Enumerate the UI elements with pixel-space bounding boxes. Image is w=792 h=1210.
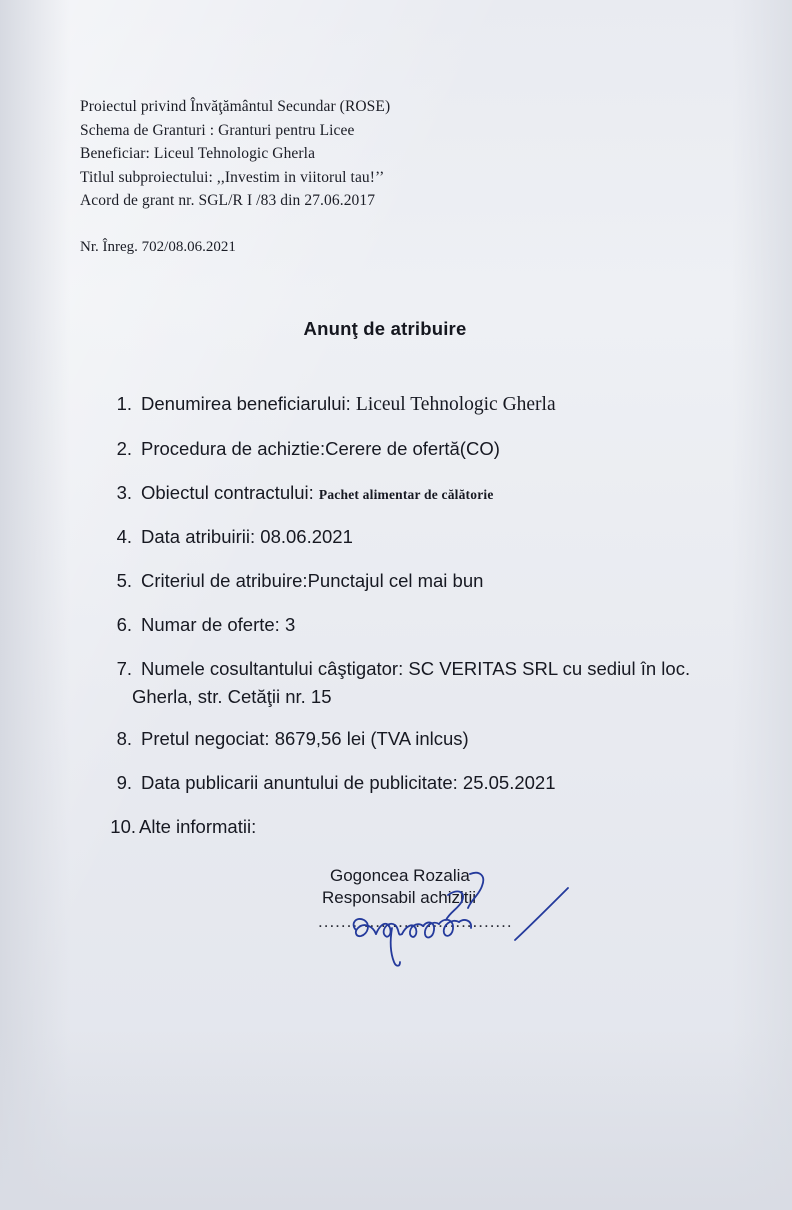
list-item-label: Criteriul de atribuire:	[141, 569, 308, 591]
list-item-label: Procedura de achiztie:	[141, 438, 326, 460]
list-item-text	[141, 481, 710, 506]
signature-block	[318, 865, 630, 932]
list-item-value: 3	[284, 613, 296, 635]
list-item-label: Obiectul contractului:	[141, 482, 314, 504]
list-item-number: 8.	[116, 727, 132, 749]
list-item-number: 4.	[116, 525, 132, 547]
list-item	[98, 437, 710, 462]
list-item-value: 25.05.2021	[462, 771, 556, 793]
list-item-number: 2.	[116, 438, 132, 460]
list-item-main-line	[98, 657, 710, 682]
list-item-text	[141, 657, 710, 682]
list-item	[98, 727, 710, 752]
list-item-text	[141, 392, 710, 418]
list-item-value: SC VERITAS SRL cu sediul în loc.	[408, 657, 691, 679]
signature-dotted-line: ..................................	[318, 911, 513, 931]
signatory-name: Gogoncea Rozalia	[330, 866, 470, 885]
page-shadow-left	[0, 0, 70, 1210]
signatory-role: Responsabil achizitii	[322, 888, 477, 908]
list-item-label: Numele cosultantului câştigator:	[141, 657, 404, 679]
list-item	[98, 392, 710, 418]
list-item	[98, 525, 710, 550]
document-content	[80, 95, 710, 859]
list-item-text	[141, 569, 710, 594]
list-item-text	[139, 815, 710, 840]
numbered-list	[80, 392, 710, 840]
list-item-value: Liceul Tehnologic Gherla	[355, 393, 556, 415]
list-item	[98, 815, 710, 840]
list-item-label: Alte informatii:	[139, 815, 257, 837]
list-item-text	[141, 437, 710, 462]
header-line-beneficiary: Beneficiar: Liceul Tehnologic Gherla	[80, 145, 316, 163]
project-header	[80, 95, 710, 213]
page-shadow-bottom	[0, 1030, 792, 1210]
list-item-number: 1.	[116, 392, 132, 414]
list-item-text	[141, 771, 710, 796]
list-item-label: Numar de oferte:	[141, 613, 280, 635]
list-item-continuation: Gherla, str. Cetăţii nr. 15	[132, 685, 332, 707]
list-item-number: 7.	[116, 657, 132, 679]
list-item-text	[141, 727, 710, 752]
header-line-grant-agreement: Acord de grant nr. SGL/R I /83 din 27.06.2017	[80, 192, 376, 210]
list-item-label: Pretul negociat:	[141, 727, 270, 749]
list-item	[98, 613, 710, 638]
list-item	[98, 771, 710, 796]
list-item	[98, 481, 710, 506]
list-item	[98, 569, 710, 594]
registration-number: Nr. Înreg. 702/08.06.2021	[80, 238, 236, 255]
header-line-project: Proiectul privind Învăţământul Secundar (ROSE)	[80, 98, 391, 115]
list-item-number: 5.	[116, 569, 132, 591]
list-item-label: Denumirea beneficiarului:	[141, 392, 351, 414]
list-item	[98, 657, 710, 708]
list-item-number: 6.	[116, 613, 132, 635]
list-item-value: Punctajul cel mai bun	[307, 569, 484, 591]
header-line-scheme: Schema de Granturi : Granturi pentru Licee	[80, 121, 355, 139]
list-item-label: Data atribuirii:	[141, 525, 256, 547]
list-item-value: Cerere de ofertă(CO)	[325, 438, 500, 460]
list-item-number: 3.	[116, 482, 132, 504]
list-item-label: Data publicarii anuntului de publicitate:	[141, 771, 458, 793]
list-item-text	[141, 525, 710, 550]
list-item-value: Pachet alimentar de călătorie	[318, 487, 494, 503]
list-item-number: 10.	[110, 815, 136, 837]
page-title: Anunţ de atribuire	[303, 317, 467, 339]
list-item-number: 9.	[116, 771, 132, 793]
list-item-value: 08.06.2021	[260, 525, 353, 547]
list-item-value: 8679,56 lei (TVA inlcus)	[274, 727, 469, 749]
page-shadow-right	[732, 0, 792, 1210]
header-line-subproject-title: Titlul subproiectului: ,,Investim in viitorul tau!’’	[80, 168, 385, 186]
list-item-text	[141, 613, 710, 638]
